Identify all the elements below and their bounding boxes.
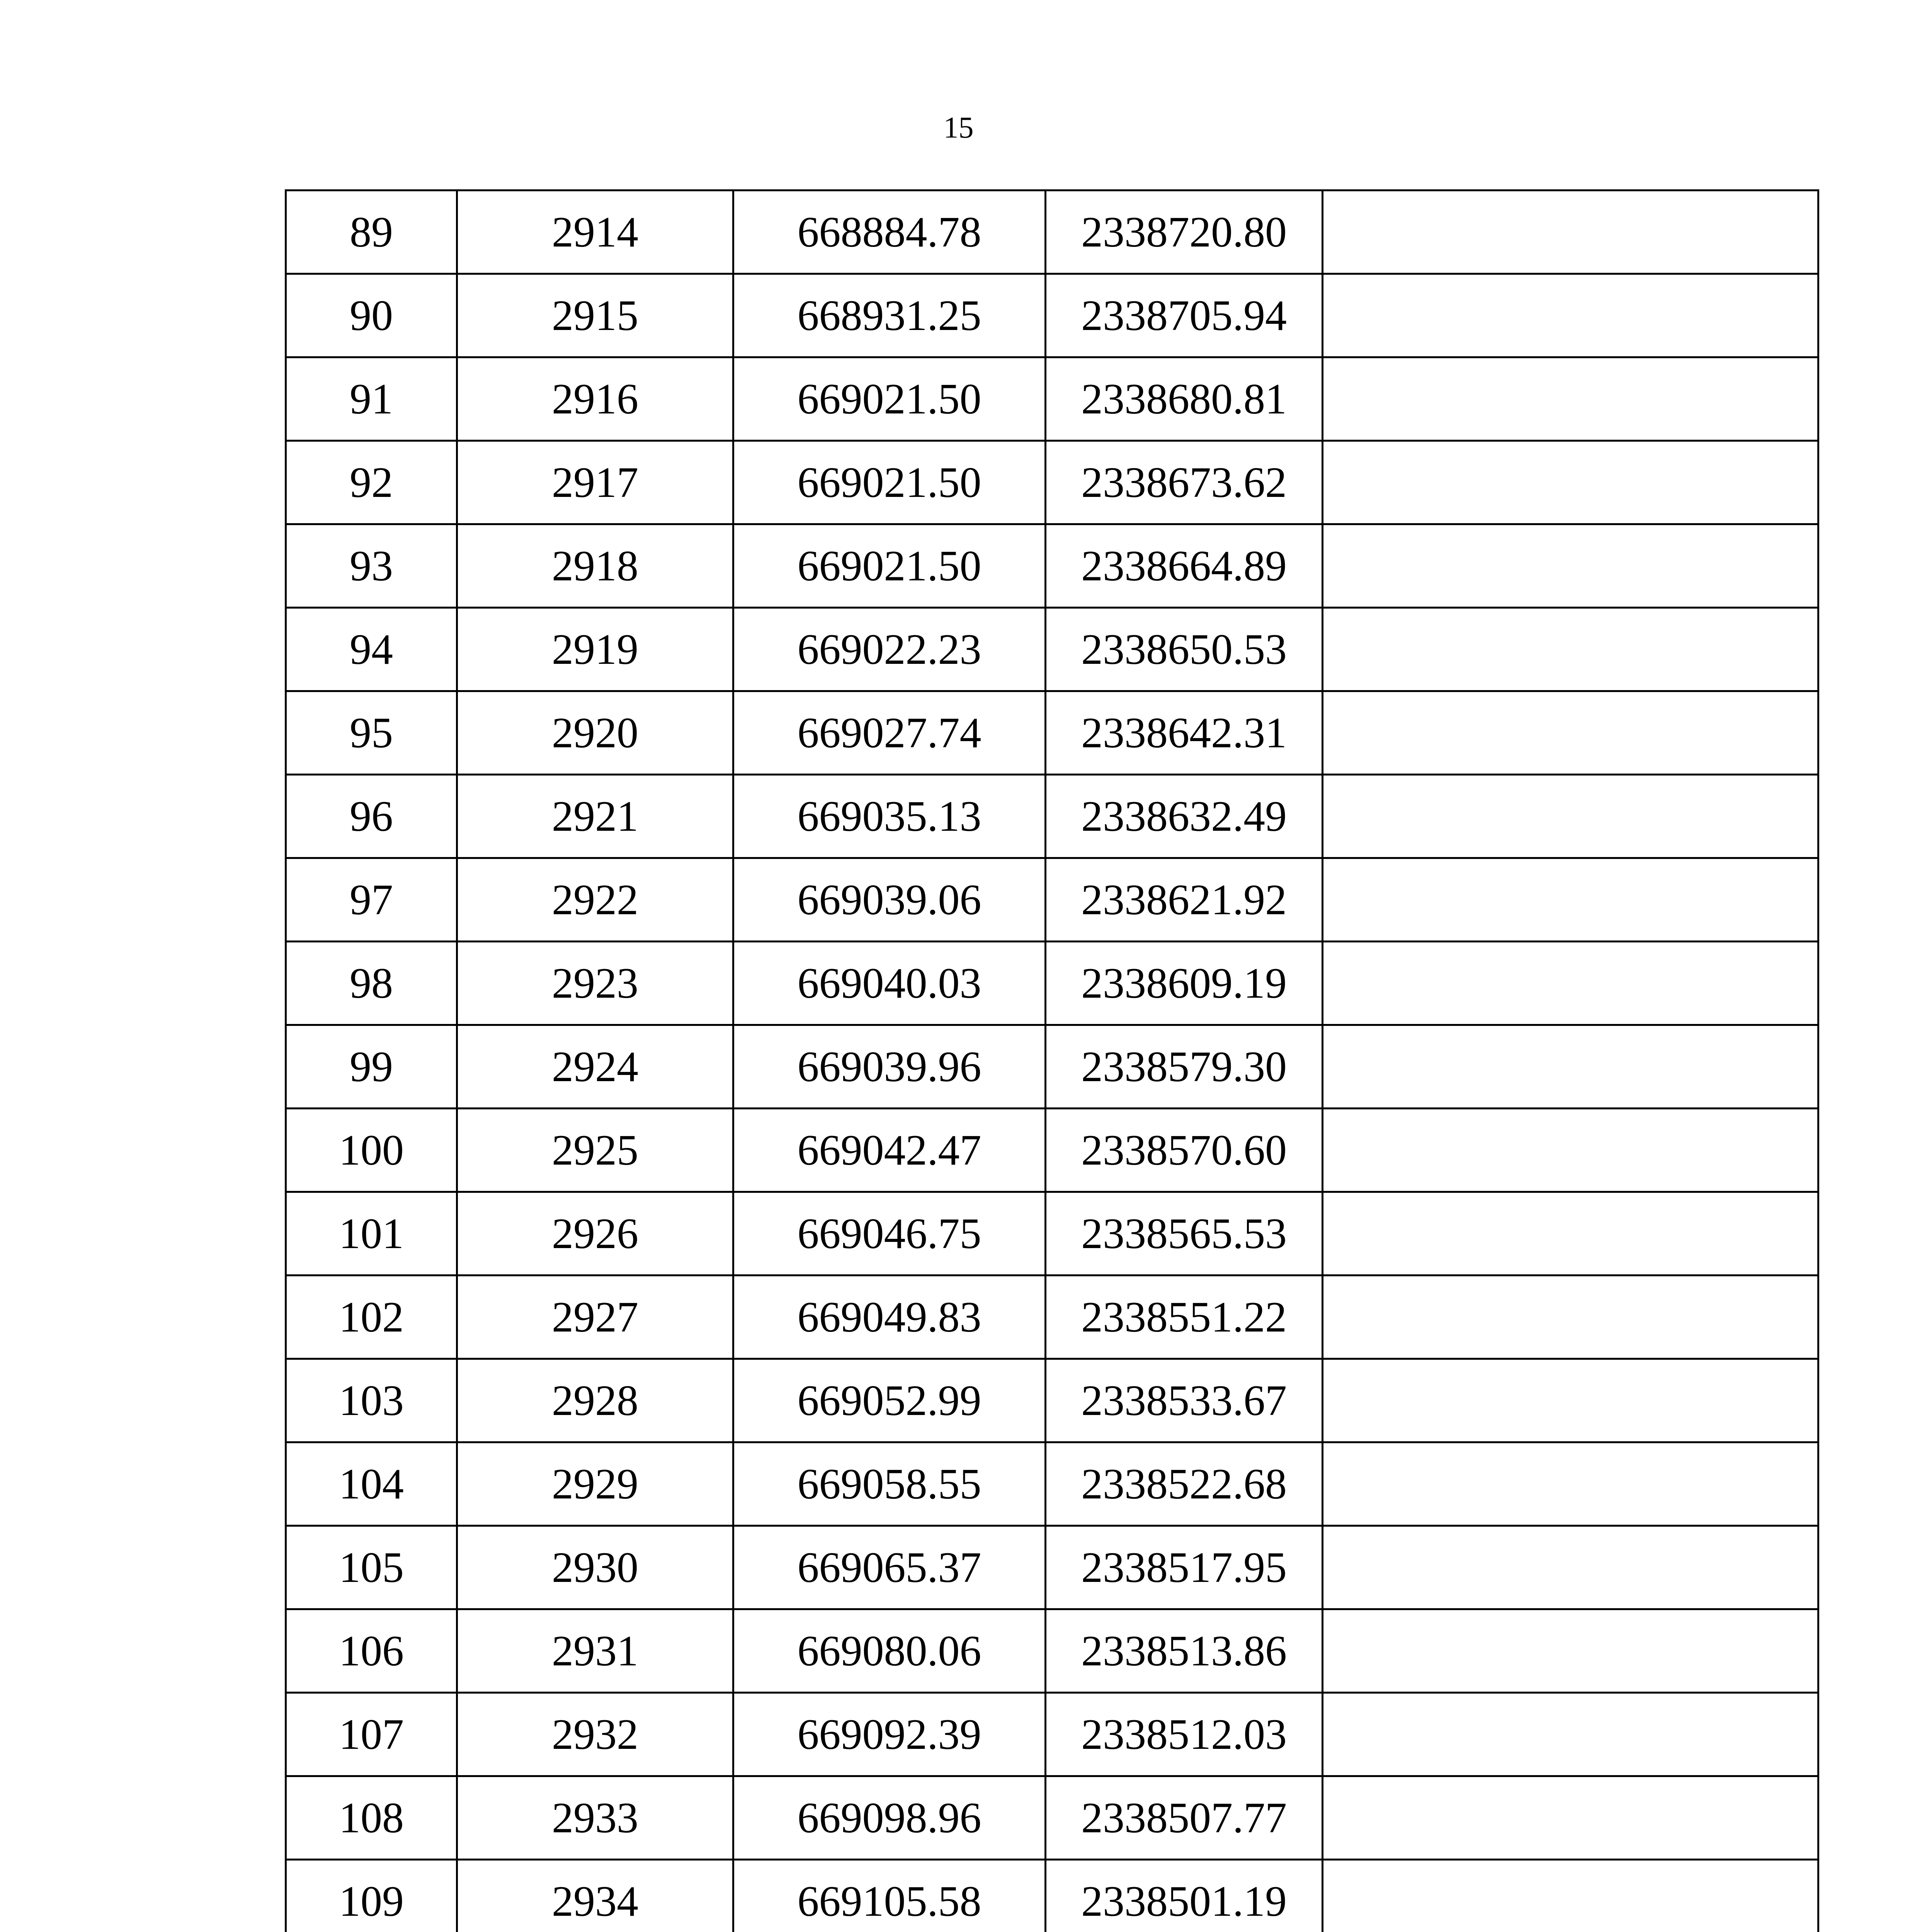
cell-x-coordinate: 669039.06 [733, 858, 1046, 942]
table-row [286, 1359, 1818, 1442]
cell-sequence-number: 106 [286, 1609, 457, 1693]
cell-sequence-number: 93 [286, 524, 457, 608]
cell-x-coordinate: 669040.03 [733, 942, 1046, 1025]
table-row [286, 441, 1818, 524]
cell-y-coordinate: 2338517.95 [1046, 1526, 1323, 1609]
table-row [286, 1526, 1818, 1609]
cell-sequence-number: 89 [286, 190, 457, 274]
cell-point-id: 2917 [457, 441, 733, 524]
table-row [286, 1276, 1818, 1359]
cell-point-id: 2923 [457, 942, 733, 1025]
coordinate-table-body [286, 190, 1818, 1932]
cell-x-coordinate: 669039.96 [733, 1025, 1046, 1109]
cell-sequence-number: 109 [286, 1860, 457, 1932]
cell-y-coordinate: 2338570.60 [1046, 1109, 1323, 1192]
cell-y-coordinate: 2338673.62 [1046, 441, 1323, 524]
cell-point-id: 2918 [457, 524, 733, 608]
cell-x-coordinate: 669092.39 [733, 1693, 1046, 1776]
cell-y-coordinate: 2338632.49 [1046, 775, 1323, 858]
cell-y-coordinate: 2338565.53 [1046, 1192, 1323, 1276]
table-row [286, 1609, 1818, 1693]
cell-sequence-number: 94 [286, 608, 457, 691]
cell-note [1323, 1359, 1818, 1442]
cell-note [1323, 357, 1818, 441]
cell-x-coordinate: 669035.13 [733, 775, 1046, 858]
cell-x-coordinate: 669065.37 [733, 1526, 1046, 1609]
cell-y-coordinate: 2338507.77 [1046, 1776, 1323, 1860]
cell-y-coordinate: 2338705.94 [1046, 274, 1323, 357]
cell-sequence-number: 107 [286, 1693, 457, 1776]
table-row [286, 691, 1818, 775]
cell-x-coordinate: 669021.50 [733, 524, 1046, 608]
cell-y-coordinate: 2338513.86 [1046, 1609, 1323, 1693]
table-row [286, 608, 1818, 691]
cell-sequence-number: 101 [286, 1192, 457, 1276]
cell-point-id: 2932 [457, 1693, 733, 1776]
cell-note [1323, 1693, 1818, 1776]
cell-y-coordinate: 2338579.30 [1046, 1025, 1323, 1109]
table-row [286, 190, 1818, 274]
cell-note [1323, 441, 1818, 524]
cell-x-coordinate: 668884.78 [733, 190, 1046, 274]
cell-note [1323, 1109, 1818, 1192]
coordinate-table [285, 189, 1819, 1932]
cell-y-coordinate: 2338680.81 [1046, 357, 1323, 441]
cell-sequence-number: 104 [286, 1442, 457, 1526]
cell-y-coordinate: 2338642.31 [1046, 691, 1323, 775]
cell-point-id: 2925 [457, 1109, 733, 1192]
cell-sequence-number: 108 [286, 1776, 457, 1860]
cell-point-id: 2928 [457, 1359, 733, 1442]
cell-y-coordinate: 2338512.03 [1046, 1693, 1323, 1776]
cell-sequence-number: 96 [286, 775, 457, 858]
cell-x-coordinate: 669080.06 [733, 1609, 1046, 1693]
cell-y-coordinate: 2338609.19 [1046, 942, 1323, 1025]
cell-x-coordinate: 669052.99 [733, 1359, 1046, 1442]
cell-point-id: 2922 [457, 858, 733, 942]
cell-sequence-number: 99 [286, 1025, 457, 1109]
cell-note [1323, 1192, 1818, 1276]
cell-x-coordinate: 669046.75 [733, 1192, 1046, 1276]
table-row [286, 942, 1818, 1025]
cell-note [1323, 524, 1818, 608]
cell-point-id: 2927 [457, 1276, 733, 1359]
cell-note [1323, 1025, 1818, 1109]
cell-note [1323, 775, 1818, 858]
cell-y-coordinate: 2338501.19 [1046, 1860, 1323, 1932]
cell-y-coordinate: 2338522.68 [1046, 1442, 1323, 1526]
table-row [286, 775, 1818, 858]
cell-point-id: 2920 [457, 691, 733, 775]
cell-note [1323, 1442, 1818, 1526]
cell-y-coordinate: 2338621.92 [1046, 858, 1323, 942]
cell-x-coordinate: 669021.50 [733, 441, 1046, 524]
table-row [286, 1776, 1818, 1860]
cell-point-id: 2916 [457, 357, 733, 441]
cell-point-id: 2930 [457, 1526, 733, 1609]
cell-note [1323, 1860, 1818, 1932]
cell-point-id: 2924 [457, 1025, 733, 1109]
cell-sequence-number: 97 [286, 858, 457, 942]
table-row [286, 858, 1818, 942]
cell-sequence-number: 91 [286, 357, 457, 441]
cell-x-coordinate: 669058.55 [733, 1442, 1046, 1526]
cell-point-id: 2933 [457, 1776, 733, 1860]
table-row [286, 1693, 1818, 1776]
table-row [286, 357, 1818, 441]
table-row [286, 274, 1818, 357]
cell-note [1323, 1526, 1818, 1609]
table-row [286, 1192, 1818, 1276]
table-row [286, 1109, 1818, 1192]
cell-x-coordinate: 668931.25 [733, 274, 1046, 357]
cell-x-coordinate: 669098.96 [733, 1776, 1046, 1860]
cell-sequence-number: 102 [286, 1276, 457, 1359]
cell-x-coordinate: 669027.74 [733, 691, 1046, 775]
cell-sequence-number: 95 [286, 691, 457, 775]
page-number: 15 [943, 111, 974, 144]
table-row [286, 1025, 1818, 1109]
cell-note [1323, 1276, 1818, 1359]
cell-y-coordinate: 2338533.67 [1046, 1359, 1323, 1442]
cell-point-id: 2929 [457, 1442, 733, 1526]
cell-note [1323, 691, 1818, 775]
cell-point-id: 2921 [457, 775, 733, 858]
cell-note [1323, 608, 1818, 691]
cell-point-id: 2915 [457, 274, 733, 357]
cell-point-id: 2934 [457, 1860, 733, 1932]
cell-y-coordinate: 2338720.80 [1046, 190, 1323, 274]
cell-note [1323, 190, 1818, 274]
cell-x-coordinate: 669049.83 [733, 1276, 1046, 1359]
cell-note [1323, 1776, 1818, 1860]
cell-point-id: 2926 [457, 1192, 733, 1276]
table-row [286, 1860, 1818, 1932]
cell-y-coordinate: 2338551.22 [1046, 1276, 1323, 1359]
cell-sequence-number: 98 [286, 942, 457, 1025]
cell-x-coordinate: 669022.23 [733, 608, 1046, 691]
cell-y-coordinate: 2338664.89 [1046, 524, 1323, 608]
cell-sequence-number: 105 [286, 1526, 457, 1609]
cell-sequence-number: 100 [286, 1109, 457, 1192]
cell-sequence-number: 103 [286, 1359, 457, 1442]
cell-point-id: 2931 [457, 1609, 733, 1693]
cell-note [1323, 274, 1818, 357]
cell-point-id: 2919 [457, 608, 733, 691]
table-row [286, 1442, 1818, 1526]
cell-sequence-number: 92 [286, 441, 457, 524]
cell-note [1323, 1609, 1818, 1693]
cell-note [1323, 942, 1818, 1025]
cell-x-coordinate: 669105.58 [733, 1860, 1046, 1932]
cell-y-coordinate: 2338650.53 [1046, 608, 1323, 691]
cell-x-coordinate: 669021.50 [733, 357, 1046, 441]
cell-point-id: 2914 [457, 190, 733, 274]
cell-sequence-number: 90 [286, 274, 457, 357]
cell-note [1323, 858, 1818, 942]
cell-x-coordinate: 669042.47 [733, 1109, 1046, 1192]
table-row [286, 524, 1818, 608]
